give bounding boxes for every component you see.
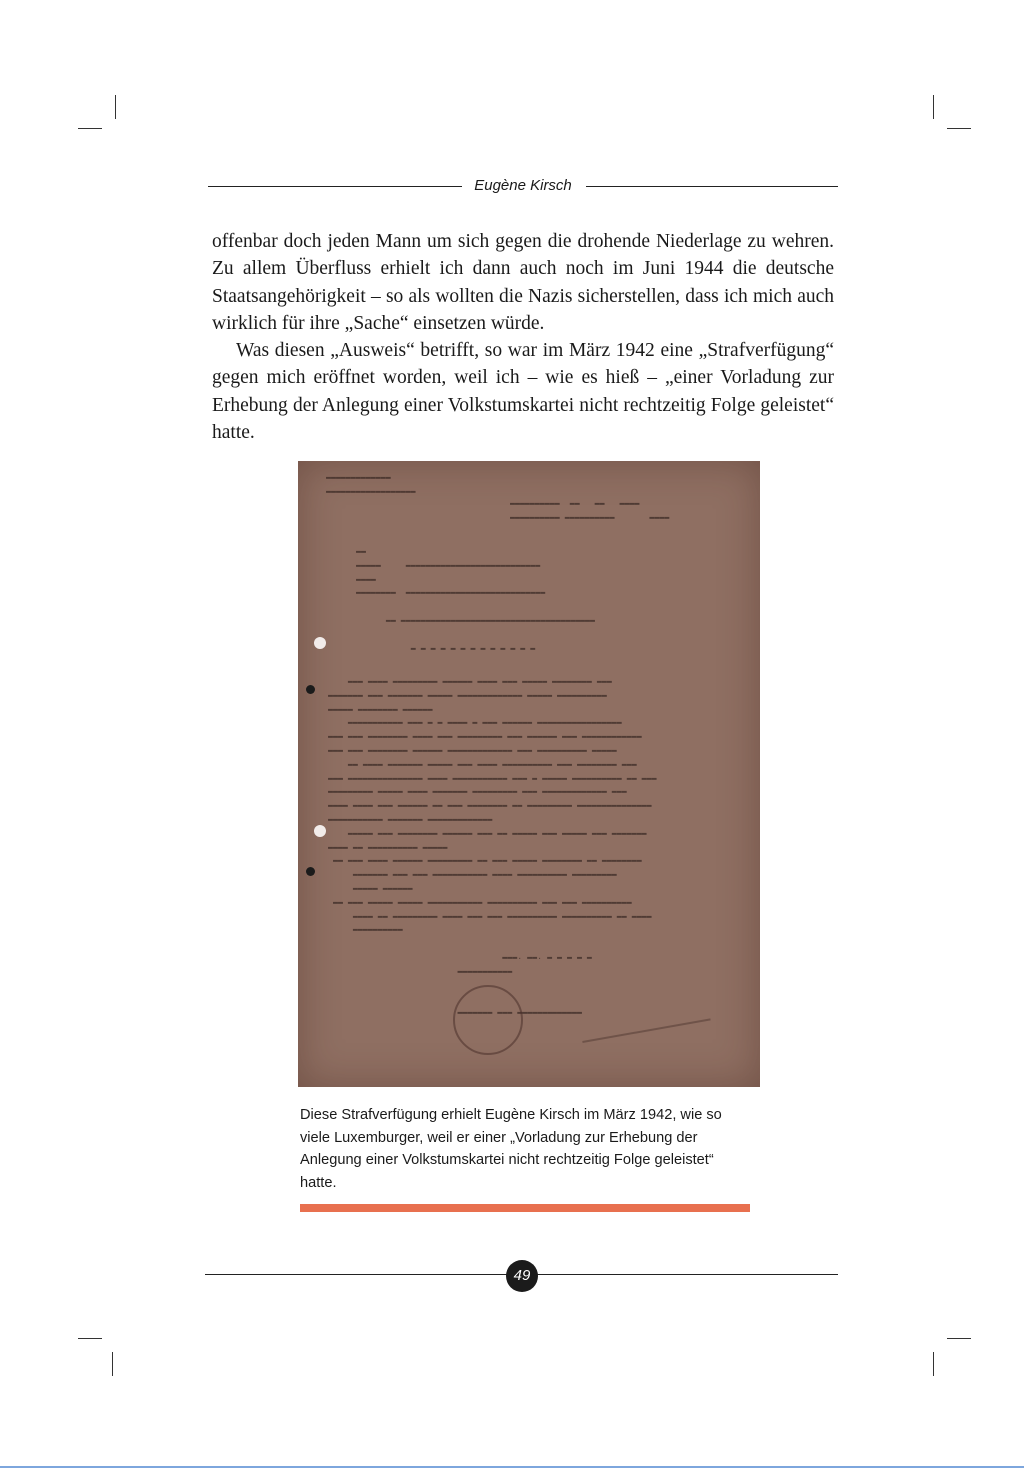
punch-hole: [314, 637, 326, 649]
running-title: Eugène Kirsch: [462, 177, 584, 194]
running-header: [208, 176, 838, 196]
page-number: 49: [506, 1260, 538, 1292]
crop-mark: [947, 1338, 971, 1339]
typed-texture: ▬▬ ▬▬▬▬▬ ▬▬▬▬▬▬▬▬▬▬▬▬▬▬▬▬▬▬▬▬▬▬▬▬▬▬▬ ▬▬▬▬ ▬▬▬▬▬▬▬▬ ▬▬▬▬▬▬▬▬▬▬▬▬▬▬▬▬▬▬▬▬▬▬▬▬▬▬▬▬ ▬▬ ▬▬▬▬▬▬▬▬▬▬▬▬▬▬▬▬▬▬▬▬▬▬▬▬▬▬▬▬▬▬▬▬▬▬▬▬▬▬▬ ▬ ▬ ▬ ▬ ▬ ▬ ▬ ▬ ▬ ▬ ▬ ▬ ▬: [356, 547, 595, 653]
figure-caption: Diese Strafverfügung erhielt Eugène Kirsch im März 1942, wie so viele Luxemburger, weil er einer „Vorladung zur Erhebung der Anlegung einer Volkstumskartei nicht rechtzeitig Folge geleistet“ hatte.: [300, 1107, 722, 1191]
punch-hole: [306, 685, 315, 694]
crop-mark: [947, 128, 971, 129]
crop-mark: [933, 95, 934, 119]
footer-rule-right: [535, 1274, 838, 1275]
crop-mark: [115, 95, 116, 119]
body-text: [212, 228, 834, 446]
paragraph-2: Was diesen „Ausweis“ betrifft, so war im März 1942 eine „Strafverfügung“ gegen mich eröffnet worden, weil ich – wie es hieß – „einer Vorladung zur Erhebung der Anlegung einer Volkstumskartei nicht rechtzeitig Folge geleistet“ hatte.: [212, 340, 834, 444]
typed-texture: ▬▬▬▬▬▬▬▬▬▬ ▬▬ ▬▬ ▬▬▬▬ ▬▬▬▬▬▬▬▬▬▬ ▬▬▬▬▬▬▬▬▬▬ ▬▬▬▬: [510, 499, 670, 522]
footer-rule-left: [205, 1274, 509, 1275]
typed-texture: ▬▬▬▬▬▬▬▬▬▬▬▬▬ ▬▬▬▬▬▬▬▬▬▬▬▬▬▬▬▬▬▬: [326, 473, 416, 496]
bottom-edge-line: [0, 1466, 1024, 1468]
crop-mark: [112, 1352, 113, 1376]
crop-mark: [933, 1352, 934, 1376]
caption-accent-bar: [300, 1204, 750, 1212]
crop-mark: [78, 128, 102, 129]
punch-hole: [306, 867, 315, 876]
punch-hole: [314, 825, 326, 837]
official-stamp: [453, 985, 523, 1055]
crop-mark: [78, 1338, 102, 1339]
typed-texture: ▬▬▬ ▬▬▬▬ ▬▬▬▬▬▬▬▬▬ ▬▬▬▬▬▬ ▬▬▬▬ ▬▬▬ ▬▬▬▬▬ ▬▬▬▬▬▬▬▬ ▬▬▬ ▬▬▬▬▬▬▬ ▬▬▬ ▬▬▬▬▬▬▬ ▬▬▬▬▬ ▬▬▬▬▬▬▬▬▬▬▬▬▬ ▬▬▬▬▬ ▬▬▬▬▬▬▬▬▬▬ ▬▬▬▬▬ ▬▬▬▬▬▬▬▬ ▬▬▬▬▬▬ ▬▬▬▬▬▬▬▬▬▬▬ ▬▬▬ ▬ ▬ ▬▬▬▬ ▬ ▬▬▬ ▬▬▬▬▬▬ ▬▬▬▬▬▬▬▬▬▬▬▬▬▬▬▬▬ ▬▬▬ ▬▬▬ ▬▬▬▬▬▬▬▬ ▬▬▬▬ ▬▬▬ ▬▬▬▬▬▬▬▬▬ ▬▬▬ ▬▬▬▬▬▬ ▬▬▬ ▬▬▬▬▬▬▬▬▬▬▬▬ ▬▬▬ ▬▬▬ ▬▬▬▬▬▬▬▬ ▬▬▬▬▬▬ ▬▬▬▬▬▬▬▬▬▬▬▬▬ ▬▬▬ ▬▬▬▬▬▬▬▬▬▬ ▬▬▬▬▬ ▬▬ ▬▬▬▬ ▬▬▬▬▬▬▬ ▬▬▬▬▬ ▬▬▬ ▬▬▬▬ ▬▬▬▬▬▬▬▬▬▬ ▬▬▬ ▬▬▬▬▬▬▬▬ ▬▬▬ ▬▬▬ ▬▬▬▬▬▬▬▬▬▬▬▬▬▬▬ ▬▬▬▬ ▬▬▬▬▬▬▬▬▬▬▬ ▬▬▬ ▬ ▬▬▬▬▬ ▬▬▬▬▬▬▬▬▬▬ ▬▬ ▬▬▬ ▬▬▬▬▬▬▬▬▬ ▬▬▬▬▬ ▬▬▬▬ ▬▬▬▬▬▬▬ ▬▬▬▬▬▬▬▬▬ ▬▬▬ ▬▬▬▬▬▬▬▬▬▬▬▬▬ ▬▬▬ ▬▬▬▬ ▬▬▬▬ ▬▬▬ ▬▬▬▬▬▬ ▬▬ ▬▬▬ ▬▬▬▬▬▬▬▬ ▬▬ ▬▬▬▬▬▬▬▬▬ ▬▬▬▬▬▬▬▬▬▬▬▬▬▬▬ ▬▬▬▬▬▬▬▬▬▬▬ ▬▬▬▬▬▬▬ ▬▬▬▬▬▬▬▬▬▬▬▬▬ ▬▬▬▬▬ ▬▬▬ ▬▬▬▬▬▬▬▬ ▬▬▬▬▬▬ ▬▬▬ ▬▬ ▬▬▬▬▬ ▬▬▬ ▬▬▬▬▬ ▬▬▬ ▬▬▬▬▬▬▬ ▬▬▬▬ ▬▬ ▬▬▬▬▬▬▬▬▬▬ ▬▬▬▬▬ ▬▬ ▬▬▬ ▬▬▬▬ ▬▬▬▬▬▬ ▬▬▬▬▬▬▬▬▬ ▬▬ ▬▬▬ ▬▬▬▬▬ ▬▬▬▬▬▬▬▬ ▬▬ ▬▬▬▬▬▬▬▬ ▬▬▬▬▬▬▬ ▬▬▬ ▬▬▬ ▬▬▬▬▬▬▬▬▬▬▬ ▬▬▬▬ ▬▬▬▬▬▬▬▬▬▬ ▬▬▬▬▬▬▬▬▬ ▬▬▬▬▬ ▬▬▬▬▬▬ ▬▬ ▬▬▬ ▬▬▬▬▬ ▬▬▬▬▬ ▬▬▬▬▬▬▬▬▬▬▬ ▬▬▬▬▬▬▬▬▬▬ ▬▬▬ ▬▬▬ ▬▬▬▬▬▬▬▬▬▬ ▬▬▬▬ ▬▬ ▬▬▬▬▬▬▬▬▬ ▬▬▬▬ ▬▬▬ ▬▬▬ ▬▬▬▬▬▬▬▬▬▬ ▬▬▬▬▬▬▬▬▬▬ ▬▬ ▬▬▬▬ ▬▬▬▬▬▬▬▬▬▬ ▬▬▬. ▬▬. ▬ ▬ ▬ ▬ ▬ ▬▬▬▬▬▬▬▬▬▬▬ ▬▬▬▬▬▬▬ ▬▬▬ ▬▬▬▬▬▬▬▬▬▬▬▬▬: [328, 677, 657, 1018]
paragraph-1: offenbar doch jeden Mann um sich gegen die drohende Niederlage zu wehren. Zu allem Überfluss erhielt ich dann auch noch im Juni 1944 die deutsche Staatsangehörigkeit – so als wollten die Nazis sicherstellen, dass ich mich auch wirklich für ihre „Sache“ einsetzen würde.: [212, 231, 834, 334]
